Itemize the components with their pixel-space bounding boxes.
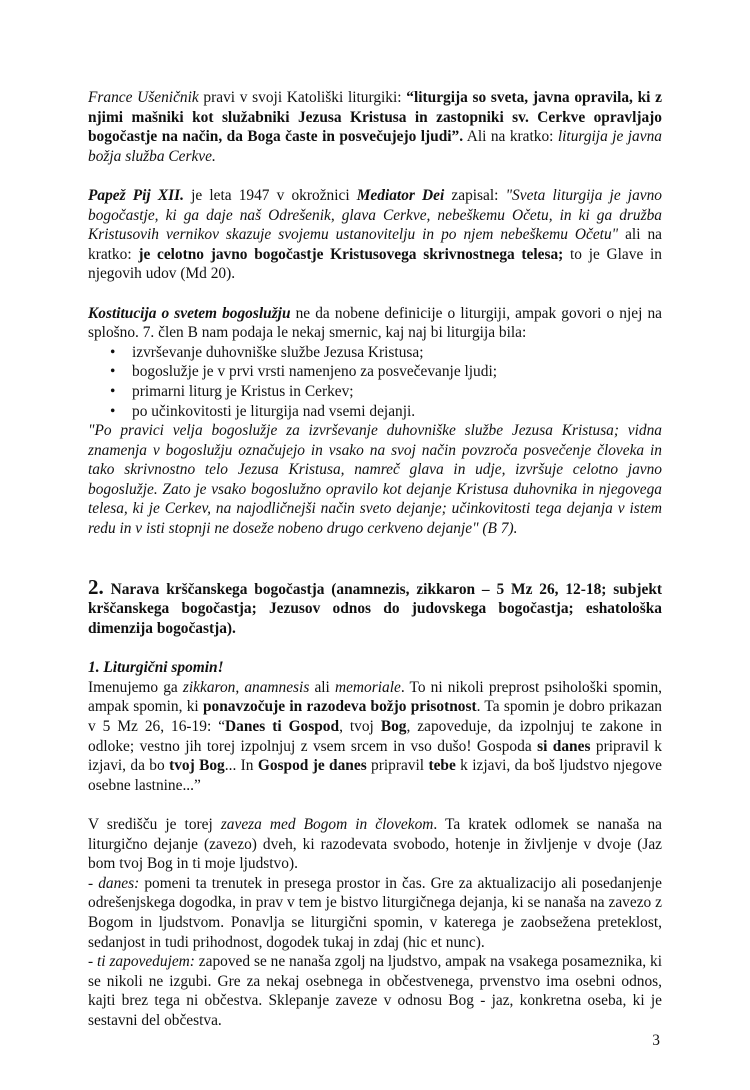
- paragraph: [88, 678, 662, 796]
- emphasized-text: zikkaron, anamnesis: [182, 678, 310, 696]
- text-run: ali: [309, 678, 335, 696]
- text-run: je leta 1947 v okrožnici: [183, 186, 357, 204]
- text-run: zapisal:: [444, 186, 506, 204]
- text-run: pripravil k izjavi, da bo: [88, 737, 663, 775]
- text-run: ne da nobene definicije o liturgiji, ampak govori o njej na splošno. 7. člen B nam podaja le nekaj smernic, kaj naj bi liturgija bila:: [88, 304, 662, 342]
- emphasized-text: 1. Liturgični spomin!: [88, 659, 224, 677]
- paragraph-spacer: [88, 166, 662, 186]
- paragraph: [88, 658, 662, 678]
- paragraph-spacer: [88, 639, 662, 659]
- paragraph: [88, 88, 662, 166]
- text-run: , tvoj: [339, 718, 381, 735]
- text-run: ali na kratko:: [88, 226, 662, 263]
- list-item: • bogoslužje je v prvi vrsti namenjeno za posvečevanje ljudi;: [132, 362, 662, 382]
- section-heading: [88, 574, 662, 639]
- paragraph-spacer: [88, 539, 662, 559]
- section-title: Narava krščanskega bogočastja (anamnezis, zikkaron – 5 Mz 26, 12-18; subjekt krščanskega bogočastja; Jezusov odnos do judovskega bogočastja; eshatološka dimenzija bogočastja).: [88, 580, 662, 638]
- paragraph-spacer: [88, 795, 662, 815]
- list-item: • po učinkovitosti je liturgija nad vsemi dejanji.: [132, 402, 662, 422]
- emphasized-text: si danes: [537, 737, 591, 755]
- bullet-list: [88, 343, 662, 421]
- emphasized-text: liturgija je javna božja služba Cerkve.: [88, 128, 662, 165]
- text-run: . Ta spomin je dobro prikazan v 5 Mz 26, 16-19: “: [88, 698, 662, 735]
- text-run: Imenujemo ga: [88, 678, 183, 696]
- text-run: ... In: [224, 757, 258, 775]
- emphasized-text: "Sveta liturgija je javno bogočastje, ki ga daje naš Odrešenik, glava Cerkve, nebeškemu Očetu, in ki ga družba Kristusovih vernikov skazuje svojemu ustanovitelju in po njem nebeškemu Očetu": [88, 186, 662, 244]
- paragraph: [88, 186, 662, 284]
- emphasized-text: Danes ti Gospod: [225, 718, 340, 735]
- paragraph: [88, 952, 662, 1030]
- emphasized-text: tebe: [428, 757, 456, 775]
- emphasized-text: zaveza med Bogom in človekom: [220, 815, 434, 833]
- list-item: • izvrševanje duhovniške službe Jezusa Kristusa;: [132, 343, 662, 363]
- page-number: 3: [652, 1031, 660, 1049]
- paragraph-spacer: [88, 558, 662, 578]
- emphasized-text: ti zapovedujem:: [97, 953, 195, 971]
- paragraph: [88, 874, 662, 952]
- text-run: . To ni nikoli preprost psihološki spomin, ampak spomin, ki: [88, 678, 662, 716]
- emphasized-text: memoriale: [334, 678, 401, 696]
- text-run: pomeni ta trenutek in presega prostor in čas. Gre za aktualizacijo ali posedanjenje odrešenjskega dogodka, in prav v tem je bistvo liturgičnega dejanja, ki se nanaša na zavezo z Bogom in ljudstvom. Ponavlja se liturgični spomin, v katerega je zaobsežena preteklost, sedanjost in tudi prihodnost, dogodek tukaj in zdaj (hic et nunc).: [88, 874, 662, 951]
- text-run: zapoved se ne nanaša zgolj na ljudstvo, ampak na vsakega posameznika, ki se nikoli ne izgubi. Gre za nekaj osebnega in občestvenega, prvenstvo ima osebni odnos, kajti brez tega ni občestva. Sklepanje zaveze v odnosu Bog - jaz, konkretna oseba, ki je sestavni del občestva.: [88, 953, 662, 1029]
- document-body: [88, 88, 662, 1031]
- emphasized-text: "Po pravici velja bogoslužje za izvrševanje duhovniške službe Jezusa Kristusa; vidna znamenja v bogoslužju označujejo in vsako na svoj način povzroča posvečenje človeka in tako skrivnostno telo Jezusa Kristusa, namreč glava in udje, izvršuje celotno javno bogoslužje. Zato je vsako bogoslužno opravilo kot dejanje Kristusa duhovnika in njegovega telesa, ki je Cerkev, na najodličnejši način sveto dejanje; učinkovitosti tega dejanja v istem redu in v isti stopnji ne doseže nobeno drugo cerkveno dejanje" (B 7).: [88, 422, 662, 538]
- paragraph-spacer: [88, 284, 662, 304]
- text-run: V središču je torej: [88, 815, 221, 833]
- emphasized-text: je celotno javno bogočastje Kristusovega skrivnostnega telesa;: [138, 245, 564, 263]
- text-run: , zapoveduje, da izpolnjuj te zakone in odloke; vestno jih torej izpolnjuj z vsem srcem in vso dušo! Gospoda: [88, 718, 662, 755]
- paragraph: [88, 421, 662, 539]
- paragraph: [88, 304, 662, 343]
- list-item: • primarni liturg je Kristus in Cerkev;: [132, 382, 662, 402]
- emphasized-text: “liturgija so sveta, javna opravila, ki z njimi mašniki kot služabniki Jezusa Kristusa in zastopniki sv. Cerkve opravljajo bogočastje na način, da Boga časte in posvečujejo ljudi”.: [88, 89, 662, 146]
- emphasized-text: danes:: [98, 874, 140, 892]
- emphasized-text: Mediator Dei: [356, 186, 445, 204]
- text-run: k izjavi, da boš ljudstvo njegove osebne lastnine...”: [88, 757, 662, 794]
- text-run: -: [88, 953, 98, 971]
- emphasized-text: Gospod je danes: [257, 757, 367, 775]
- text-run: pravi v svoji Katoliški liturgiki:: [198, 89, 407, 106]
- text-run: pripravil: [366, 757, 429, 775]
- section-number: 2.: [88, 574, 104, 599]
- emphasized-text: Kostitucija o svetem bogoslužju: [88, 304, 291, 322]
- emphasized-text: France Ušeničnik: [88, 89, 199, 106]
- emphasized-text: Papež Pij XII.: [88, 186, 184, 204]
- emphasized-text: tvoj Bog: [169, 757, 225, 775]
- text-run: Ali na kratko:: [463, 128, 558, 146]
- emphasized-text: ponavzočuje in razodeva božjo prisotnost: [202, 698, 477, 716]
- text-run: . Ta kratek odlomek se nanaša na liturgično dejanje (zavezo) dveh, ki razodevata svobodo, hotenje in življenje v dvoje (Jaz bom tvoj Bog in ti moje ljudstvo).: [88, 815, 662, 873]
- text-run: -: [88, 874, 99, 892]
- text-run: to je Glave in njegovih udov (Md 20).: [88, 245, 662, 283]
- emphasized-text: Bog: [380, 718, 407, 735]
- paragraph: [88, 815, 662, 874]
